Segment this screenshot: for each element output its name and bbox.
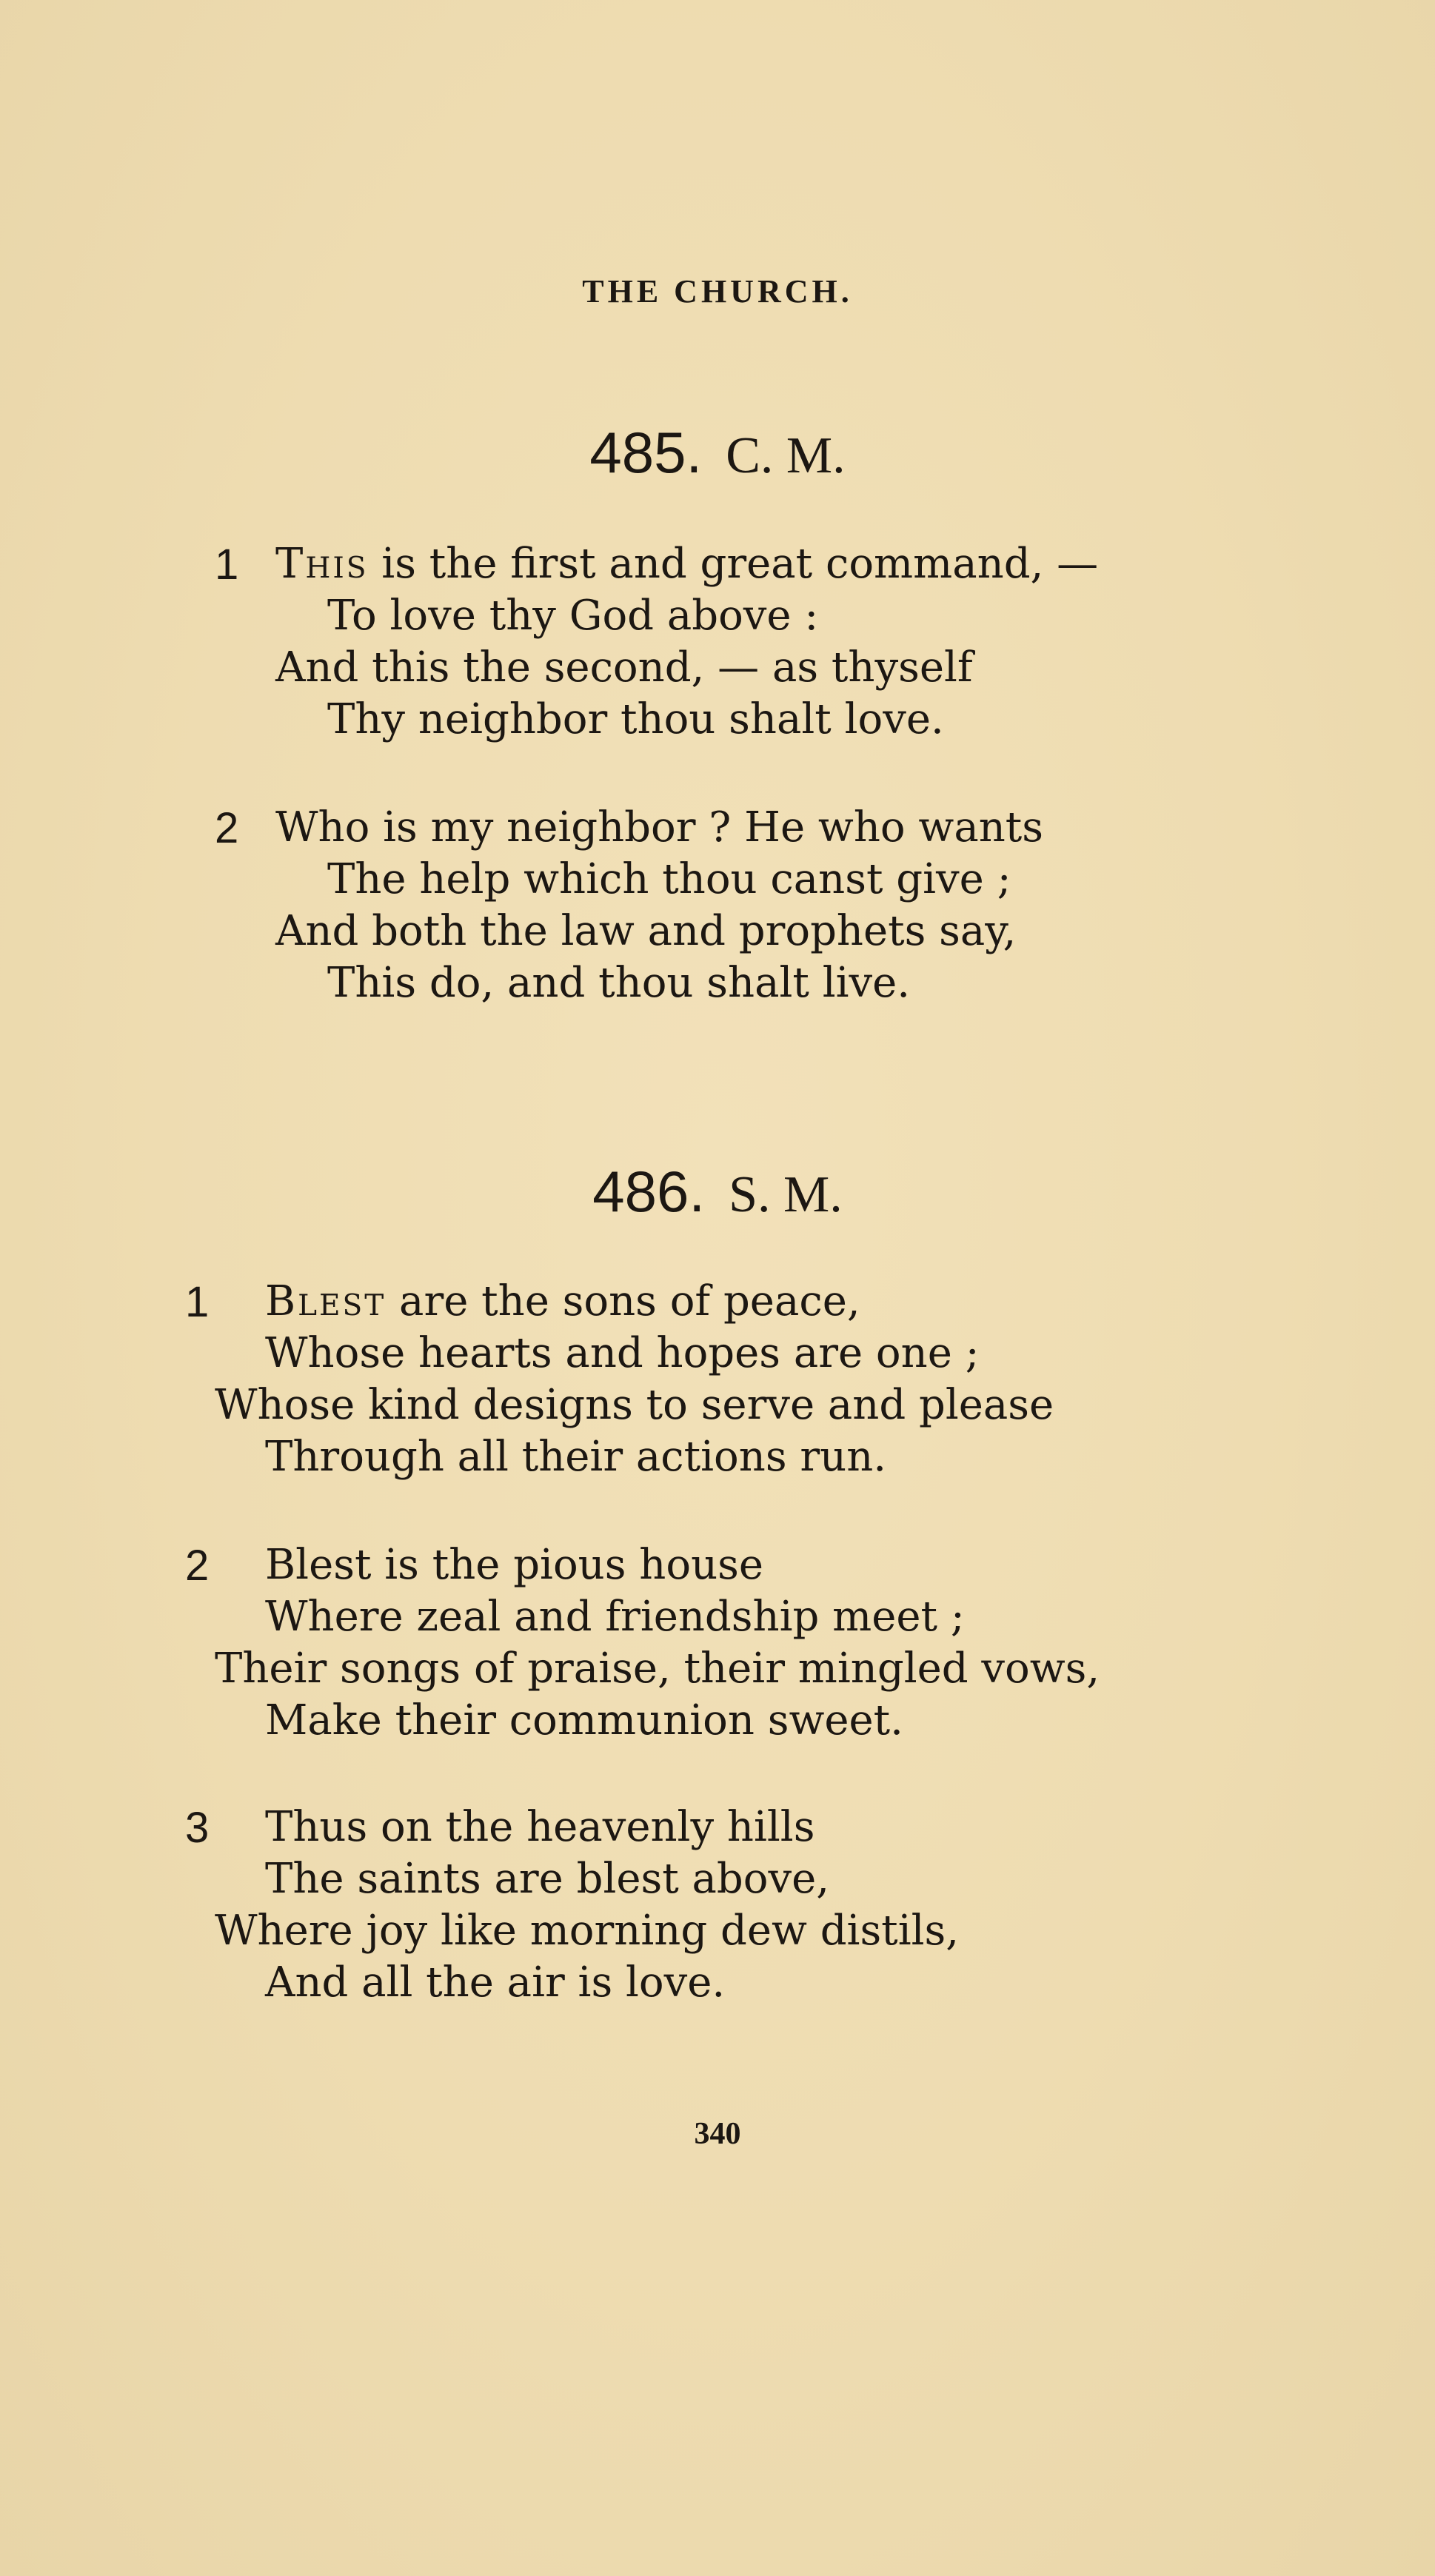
- page-number: 340: [694, 2117, 741, 2151]
- verse-line: Thy neighbor thou shalt love.: [327, 695, 944, 743]
- verse-line: And this the second, — as thyself: [275, 643, 973, 692]
- stanza-number: 1: [185, 1278, 210, 1326]
- verse-line: Who is my neighbor ? He who wants: [275, 803, 1044, 852]
- hymn-486-heading: [0, 1159, 1435, 1224]
- verse-line: Whose kind designs to serve and please: [215, 1381, 1054, 1429]
- hymn-number: 485.: [589, 420, 703, 485]
- verse-line: Blest is the pious house: [265, 1541, 764, 1589]
- verse-line: Make their communion sweet.: [265, 1696, 903, 1744]
- verse-line: Their songs of praise, their mingled vows,: [215, 1645, 1100, 1693]
- verse-line: Whose hearts and hopes are one ;: [265, 1329, 980, 1377]
- verse-line: The help which thou canst give ;: [327, 855, 1011, 903]
- stanza-number: 1: [215, 541, 239, 589]
- hymn-meter: C. M.: [726, 427, 846, 484]
- hymn-number: 486.: [592, 1159, 706, 1224]
- hymn-485-heading: [0, 420, 1435, 485]
- verse-line: Where joy like morning dew distils,: [215, 1907, 960, 1955]
- first-line-rest: is the first and great command, —: [368, 540, 1099, 588]
- verse-line: And all the air is love.: [265, 1958, 726, 2007]
- verse-line: Where zeal and friendship meet ;: [265, 1593, 965, 1641]
- first-line-rest: are the sons of peace,: [386, 1277, 860, 1325]
- verse-line: Through all their actions run.: [265, 1433, 887, 1481]
- verse-line: The saints are blest above,: [265, 1855, 830, 1903]
- hymn-meter: S. M.: [729, 1166, 843, 1223]
- verse-line: To love thy God above :: [327, 592, 819, 640]
- stanza-number: 2: [215, 804, 239, 852]
- verse-line: This do, and thou shalt live.: [327, 959, 911, 1007]
- first-word: This: [275, 540, 369, 588]
- verse-line: [265, 1277, 860, 1325]
- verse-line: [275, 540, 1099, 588]
- stanza-number: 2: [185, 1542, 210, 1590]
- stanza-number: 3: [185, 1804, 210, 1852]
- running-head: THE CHURCH.: [582, 273, 853, 310]
- verse-line: And both the law and prophets say,: [275, 907, 1017, 955]
- verse-line: Thus on the heavenly hills: [265, 1803, 815, 1851]
- first-word: Blest: [265, 1277, 387, 1325]
